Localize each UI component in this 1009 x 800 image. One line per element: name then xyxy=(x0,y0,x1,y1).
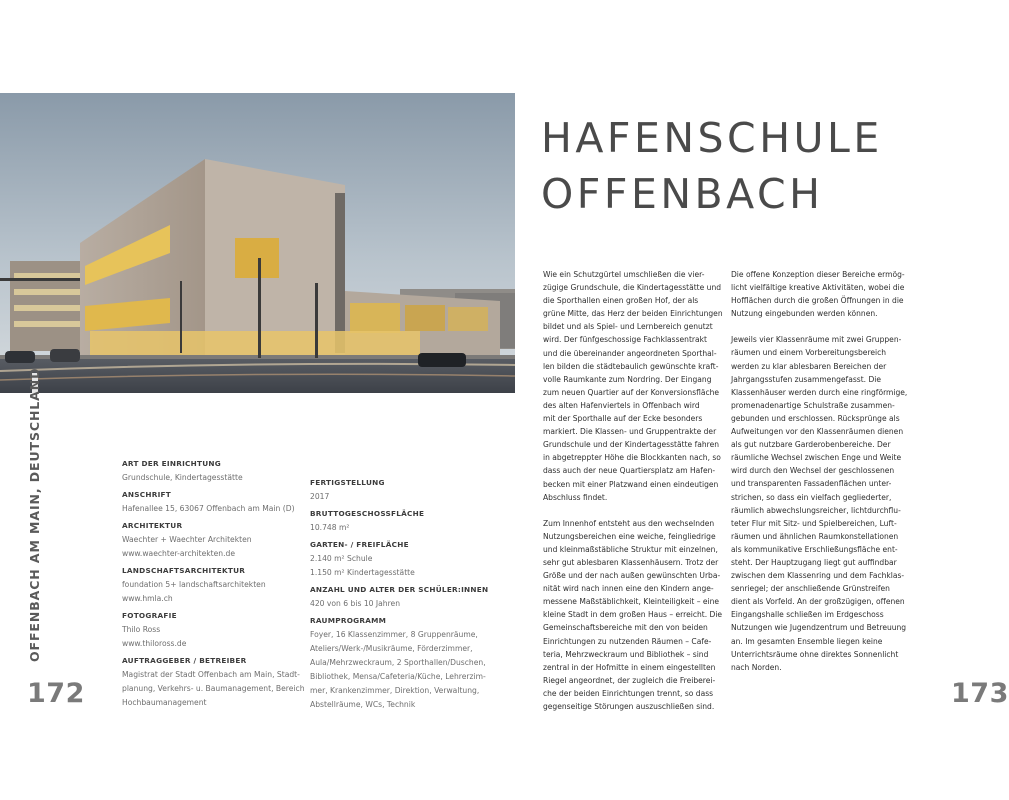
body-line: zügige Grundschule, die Kindertagesstätte und xyxy=(543,283,722,293)
body-line: Einrichtungen zu nutzenden Räumen – Cafe- xyxy=(543,636,712,646)
body-line: als gut nutzbare Garderobenbereiche. Der xyxy=(731,440,891,450)
body-line: teter Flur mit Sitz- und Spielbereichen, Luft- xyxy=(731,518,897,528)
body-line: die Sporthallen einen großen Hof, der als xyxy=(543,296,699,306)
fact-label: ART DER EINRICHTUNG xyxy=(122,459,222,468)
body-line: senriegel; der anschließende Grünstreifen xyxy=(731,584,890,594)
body-line: volle Raumkante zum Nordring. Der Eingang xyxy=(543,374,712,384)
fact-value: 2.140 m² Schule xyxy=(310,554,373,563)
body-line: bildet und als Spiel- und Lernbereich genutzt xyxy=(543,322,713,332)
body-line: und die übereinander angeordneten Sporthal- xyxy=(543,348,717,358)
body-line: Abschluss findet. xyxy=(543,492,608,502)
body-line: räumlich abwechslungsreicher, lichtdurchflu- xyxy=(731,505,901,515)
title-line-2: OFFENBACH xyxy=(541,170,824,218)
body-line: Nutzung eingebunden werden können. xyxy=(731,309,878,319)
fact-gross-floor-area xyxy=(310,507,500,535)
body-line: licht vielfältige kreative Aktivitäten, wobei die xyxy=(731,283,905,293)
fact-value: 2017 xyxy=(310,492,330,501)
fact-value: foundation 5+ landschaftsarchitekten xyxy=(122,580,266,589)
body-line: wird. Der fünfgeschossige Fachklassentrakt xyxy=(543,335,707,345)
body-line: und transparenten Fassadenflächen unter- xyxy=(731,479,892,489)
body-line: gebunden und erschlossen. Rücksprünge als xyxy=(731,413,900,423)
body-line: Jeweils vier Klassenräume mit zwei Gruppen- xyxy=(731,335,902,345)
body-line: räumen und einem Vorbereitungsbereich xyxy=(731,348,887,358)
fact-pupils xyxy=(310,583,500,611)
body-line: sehr gut ablesbaren Klassenhäusern. Trotz der xyxy=(543,557,719,567)
body-line: Aufweitungen vor den Klassenräumen dienen xyxy=(731,427,904,437)
fact-value: Magistrat der Stadt Offenbach am Main, Stadt- xyxy=(122,670,300,679)
body-line: Klassenhäuser werden durch eine ringförmige, xyxy=(731,387,908,397)
fact-photography xyxy=(122,609,307,651)
body-line: Wie ein Schutzgürtel umschließen die vier- xyxy=(543,270,705,279)
fact-label: ANSCHRIFT xyxy=(122,490,172,499)
fact-link[interactable]: www.hmla.ch xyxy=(122,594,173,603)
fact-value: Bibliothek, Mensa/Cafeteria/Küche, Lehrerzim- xyxy=(310,672,486,681)
title-line-1: HAFENSCHULE xyxy=(541,114,883,162)
body-line: gegenseitige Störungen auszuschließen sind. xyxy=(543,702,715,711)
fact-value: Waechter + Waechter Architekten xyxy=(122,535,252,544)
body-paragraph xyxy=(731,333,911,673)
fact-open-space xyxy=(310,538,500,580)
body-line: kleine Stadt in dem großen Haus – erreicht. Die xyxy=(543,610,723,620)
body-line: räumliche Wechsel zwischen Enge und Weite xyxy=(731,453,902,463)
fact-value: Hochbaumanagement xyxy=(122,698,207,707)
fact-label: BRUTTOGESCHOSSFLÄCHE xyxy=(310,509,425,518)
body-line: Die offene Konzeption dieser Bereiche ermög- xyxy=(731,270,905,279)
body-line: Unterrichtsräume ohne direktes Sonnenlicht xyxy=(731,649,899,659)
body-line: steht. Der Hauptzugang liegt gut auffindbar xyxy=(731,557,897,567)
body-column-2 xyxy=(731,268,911,687)
body-line: mit der Sporthalle auf der Ecke besonders xyxy=(543,414,703,424)
body-line: werden zu klar ablesbaren Bereichen der xyxy=(731,361,887,371)
body-line: promenadenartige Schulstraße zusammen- xyxy=(731,400,895,410)
body-line: räumen und ähnlichen Raumkonstellationen xyxy=(731,531,899,541)
fact-value: planung, Verkehrs- u. Baumanagement, Bereich xyxy=(122,684,305,693)
body-line: Jahrgangsstufen zusammengefasst. Die xyxy=(731,374,881,384)
fact-label: ANZAHL UND ALTER DER SCHÜLER:INNEN xyxy=(310,585,489,594)
fact-value: mer, Krankenzimmer, Direktion, Verwaltung, xyxy=(310,686,480,695)
facts-left xyxy=(122,457,307,713)
fact-value: Foyer, 16 Klassenzimmer, 8 Gruppenräume, xyxy=(310,630,478,639)
body-line: Gemeinschaftsbereiche mit den von beiden xyxy=(543,623,708,633)
fact-value: 420 von 6 bis 10 Jahren xyxy=(310,599,401,608)
body-paragraph xyxy=(731,268,911,320)
page-number-left: 172 xyxy=(27,678,85,709)
body-line: zwischen dem Klassenring und dem Fachklas- xyxy=(731,571,905,581)
fact-value: Thilo Ross xyxy=(122,625,161,634)
body-line: Nutzungen wie Jugendzentrum und Betreuung xyxy=(731,623,907,633)
body-line: in abgetreppter Höhe die Blockkanten nach, so xyxy=(543,453,721,463)
fact-value: Aula/Mehrzweckraum, 2 Sporthallen/Duschen, xyxy=(310,658,486,667)
body-line: nität wird nach innen eine den Kindern ange- xyxy=(543,584,714,594)
body-line: Größe und der nach außen gewünschten Urba- xyxy=(543,571,721,581)
page-number-right: 173 xyxy=(951,678,1009,709)
location-vertical-label: OFFENBACH AM MAIN, DEUTSCHLAND xyxy=(27,367,42,662)
body-paragraph xyxy=(543,517,723,713)
fact-client xyxy=(122,654,307,710)
body-line: dass auch der neue Quartiersplatz am Hafen- xyxy=(543,466,716,476)
fact-landscape xyxy=(122,564,307,606)
body-line: dient als Vorfeld. An der großzügigen, offenen xyxy=(731,597,905,607)
body-line: Eingangshalle schließen im Erdgeschoss xyxy=(731,610,884,620)
body-line: nach Norden. xyxy=(731,662,782,672)
fact-architecture xyxy=(122,519,307,561)
body-line: len bilden die städtebaulich gewünschte kraft- xyxy=(543,361,719,371)
page-title xyxy=(541,110,883,222)
body-line: wird durch den Wechsel der geschlossenen xyxy=(731,466,895,476)
body-paragraph xyxy=(543,268,723,504)
fact-value: Hafenallee 15, 63067 Offenbach am Main (D) xyxy=(122,504,295,513)
body-line: zum neuen Quartier auf der Konversionsfläche xyxy=(543,387,720,397)
body-line: Hofflächen durch die großen Öffnungen in die xyxy=(731,296,904,306)
fact-label: ARCHITEKTUR xyxy=(122,521,183,530)
body-line: des alten Hafenviertels in Offenbach wird xyxy=(543,400,700,410)
body-line: markiert. Die Klassen- und Gruppentrakte der xyxy=(543,427,717,437)
body-line: Riegel angeordnet, der zugleich die Freiberei- xyxy=(543,675,716,685)
body-line: an. Im gesamten Ensemble liegen keine xyxy=(731,636,883,646)
fact-label: GARTEN- / FREIFLÄCHE xyxy=(310,540,409,549)
fact-value: Abstellräume, WCs, Technik xyxy=(310,700,416,709)
body-line: teria, Mehrzweckraum und Bibliothek – sind xyxy=(543,649,709,659)
fact-value: 10.748 m² xyxy=(310,523,350,532)
body-line: che der beiden Einrichtungen trennt, so dass xyxy=(543,688,714,698)
building-photo xyxy=(0,93,515,393)
body-line: strichen, so dass ein vielfach gegliederter, xyxy=(731,492,892,502)
fact-value: 1.150 m² Kindertagesstätte xyxy=(310,568,415,577)
body-line: als kommunikative Erschließungsfläche ent- xyxy=(731,544,898,554)
fact-type xyxy=(122,457,307,485)
facts-right xyxy=(310,476,500,715)
fact-value: Grundschule, Kindertagesstätte xyxy=(122,473,243,482)
body-line: becken mit einer Platzwand einen eindeutigen xyxy=(543,479,719,489)
fact-value: Ateliers/Werk-/Musikräume, Förderzimmer, xyxy=(310,644,473,653)
fact-link[interactable]: www.thiloross.de xyxy=(122,639,187,648)
body-line: grüne Mitte, das Herz der beiden Einrichtungen xyxy=(543,309,723,319)
fact-label: AUFTRAGGEBER / BETREIBER xyxy=(122,656,247,665)
fact-link[interactable]: www.waechter-architekten.de xyxy=(122,549,236,558)
fact-label: FERTIGSTELLUNG xyxy=(310,478,385,487)
fact-label: LANDSCHAFTSARCHITEKTUR xyxy=(122,566,246,575)
fact-room-program xyxy=(310,614,500,712)
body-line: Nutzungsbereichen eine weiche, feingliedrige xyxy=(543,531,716,541)
body-line: Grundschule und der Kindertagesstätte fahren xyxy=(543,440,720,450)
body-column-1 xyxy=(543,268,723,726)
fact-address xyxy=(122,488,307,516)
body-line: Zum Innenhof entsteht aus den wechselnden xyxy=(543,518,715,528)
body-line: zentral in der Hofmitte in einem eingestellten xyxy=(543,662,716,672)
body-line: messene Maßstäblichkeit, Kleinteiligkeit – eine xyxy=(543,597,720,607)
fact-label: FOTOGRAFIE xyxy=(122,611,177,620)
fact-completion xyxy=(310,476,500,504)
fact-label: RAUMPROGRAMM xyxy=(310,616,387,625)
body-line: und kleinmaßstäbliche Struktur mit einzelnen, xyxy=(543,544,718,554)
